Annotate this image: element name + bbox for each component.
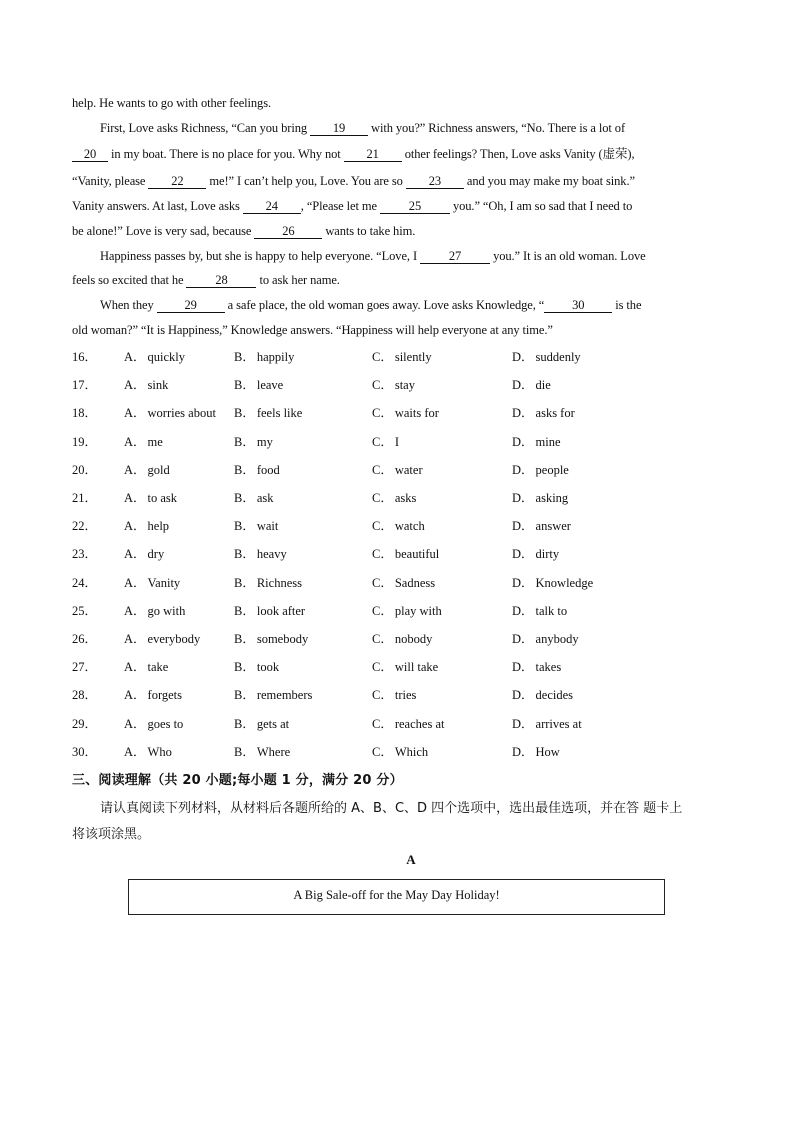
passage-text: with you?” Richness answers, “No. There is a lot of: [368, 121, 626, 135]
option-text: took: [256, 660, 280, 674]
passage-line: help. He wants to go with other feelings.: [72, 96, 271, 110]
option-letter: B．: [234, 350, 255, 364]
option-text: feels like: [256, 406, 303, 420]
option-text: asks for: [535, 406, 575, 420]
option-letter: C．: [372, 632, 393, 646]
option-text: suddenly: [535, 350, 581, 364]
option-text: go with: [147, 604, 186, 618]
option-letter: C．: [372, 604, 393, 618]
option-c[interactable]: [372, 460, 423, 480]
question-row: [72, 742, 722, 762]
option-letter: D．: [512, 491, 534, 505]
option-b[interactable]: [234, 742, 290, 762]
option-b[interactable]: [234, 601, 305, 621]
passage-text: other feelings? Then, Love asks Vanity (虚荣),: [401, 147, 635, 161]
option-letter: C．: [372, 406, 393, 420]
option-letter: B．: [234, 435, 255, 449]
option-letter: D．: [512, 660, 534, 674]
option-text: mine: [535, 435, 561, 449]
option-text: Which: [394, 745, 429, 759]
option-a[interactable]: [124, 516, 169, 536]
option-b[interactable]: [234, 516, 278, 536]
question-number: 18．: [72, 406, 98, 420]
question-row: [72, 657, 722, 677]
option-d[interactable]: [512, 375, 551, 395]
option-text: my: [256, 435, 273, 449]
option-text: gets at: [256, 717, 290, 731]
option-text: forgets: [147, 688, 183, 702]
option-text: beautiful: [394, 547, 440, 561]
blank-21: 21: [344, 147, 402, 162]
option-text: me: [147, 435, 163, 449]
blank-24: 24: [243, 199, 301, 214]
option-letter: C．: [372, 435, 393, 449]
option-text: Who: [147, 745, 172, 759]
question-row: [72, 460, 722, 480]
option-letter: C．: [372, 491, 393, 505]
option-text: dirty: [535, 547, 560, 561]
passage-line: [72, 172, 722, 190]
option-c[interactable]: [372, 432, 399, 452]
option-text: somebody: [256, 632, 309, 646]
option-text: Vanity: [147, 576, 181, 590]
passage-text: “Vanity, please: [72, 174, 149, 188]
option-letter: B．: [234, 632, 255, 646]
option-letter: A．: [124, 547, 146, 561]
question-row: [72, 432, 722, 452]
option-d[interactable]: [512, 629, 579, 649]
question-number: 16．: [72, 350, 98, 364]
question-row: [72, 685, 722, 705]
option-b[interactable]: [234, 657, 279, 677]
option-letter: B．: [234, 688, 255, 702]
option-letter: C．: [372, 688, 393, 702]
question-number: 26．: [72, 632, 98, 646]
option-text: worries about: [147, 406, 216, 420]
option-b[interactable]: [234, 573, 302, 593]
option-letter: D．: [512, 519, 534, 533]
option-letter: B．: [234, 604, 255, 618]
option-letter: C．: [372, 660, 393, 674]
option-text: How: [535, 745, 560, 759]
option-text: dry: [147, 547, 165, 561]
passage-label: A: [406, 852, 416, 867]
passage-text: First, Love asks Richness, “Can you bring: [100, 121, 311, 135]
option-a[interactable]: [124, 375, 168, 395]
passage-text: me!” I can’t help you, Love. You are so: [206, 174, 406, 188]
blank-20: 20: [72, 147, 108, 162]
option-letter: D．: [512, 547, 534, 561]
option-c[interactable]: [372, 714, 444, 734]
option-letter: A．: [124, 632, 146, 646]
option-letter: B．: [234, 491, 255, 505]
option-text: silently: [394, 350, 432, 364]
question-row: [72, 714, 722, 734]
option-b[interactable]: [234, 629, 308, 649]
blank-25: 25: [380, 199, 450, 214]
question-row: [72, 488, 722, 508]
question-row: [72, 403, 722, 423]
option-a[interactable]: [124, 403, 216, 423]
option-letter: A．: [124, 491, 146, 505]
passage-title-box: [128, 879, 665, 915]
option-text: to ask: [147, 491, 178, 505]
option-b[interactable]: [234, 403, 302, 423]
question-number: 19．: [72, 435, 98, 449]
passage-text: Vanity answers. At last, Love asks: [72, 199, 243, 213]
option-b[interactable]: [234, 488, 274, 508]
option-letter: B．: [234, 463, 255, 477]
option-a[interactable]: [124, 601, 185, 621]
question-row: [72, 375, 722, 395]
blank-29: 29: [157, 298, 225, 313]
section-instructions: 请认真阅读下列材料，从材料后各题所给的 A、B、C、D 四个选项中，选出最佳选项，并在答 题卡上: [100, 801, 683, 816]
option-letter: D．: [512, 604, 534, 618]
option-text: waits for: [394, 406, 439, 420]
question-row: [72, 347, 722, 367]
option-text: Where: [256, 745, 291, 759]
option-letter: B．: [234, 576, 255, 590]
option-text: Richness: [256, 576, 302, 590]
option-letter: A．: [124, 350, 146, 364]
option-text: water: [394, 463, 423, 477]
section-instructions: 将该项涂黑。: [72, 827, 151, 842]
question-number: 17．: [72, 378, 98, 392]
question-number: 23．: [72, 547, 98, 561]
option-letter: A．: [124, 745, 146, 759]
option-letter: D．: [512, 576, 534, 590]
option-b[interactable]: [234, 432, 273, 452]
option-letter: B．: [234, 519, 255, 533]
option-a[interactable]: [124, 573, 180, 593]
option-b[interactable]: [234, 714, 289, 734]
blank-22: 22: [148, 174, 206, 189]
option-d[interactable]: [512, 544, 559, 564]
option-letter: D．: [512, 717, 534, 731]
question-number: 20．: [72, 463, 98, 477]
passage-line: [72, 222, 722, 240]
passage-line: [100, 119, 722, 137]
option-text: food: [256, 463, 280, 477]
question-number: 30．: [72, 745, 98, 759]
question-row: [72, 516, 722, 536]
question-row: [72, 573, 722, 593]
question-row: [72, 629, 722, 649]
question-number: 21．: [72, 491, 98, 505]
option-a[interactable]: [124, 714, 183, 734]
option-letter: A．: [124, 406, 146, 420]
option-c[interactable]: [372, 685, 416, 705]
option-d[interactable]: [512, 403, 575, 423]
passage-text: and you may make my boat sink.”: [463, 174, 635, 188]
option-c[interactable]: [372, 403, 439, 423]
option-a[interactable]: [124, 742, 172, 762]
blank-26: 26: [254, 224, 322, 239]
option-text: asking: [535, 491, 569, 505]
blank-30: 30: [544, 298, 612, 313]
passage-title: A Big Sale-off for the May Day Holiday!: [293, 888, 500, 902]
section-title: 三、阅读理解（共 20 小题;每小题 1 分，满分 20 分）: [72, 773, 403, 788]
option-text: anybody: [535, 632, 579, 646]
passage-line: [100, 296, 722, 314]
option-text: play with: [394, 604, 442, 618]
option-c[interactable]: [372, 573, 435, 593]
passage-line: [72, 271, 722, 289]
option-letter: D．: [512, 688, 534, 702]
passage-text: is the: [612, 298, 642, 312]
passage-line: [72, 145, 722, 163]
option-text: gold: [147, 463, 170, 477]
passage-text: a safe place, the old woman goes away. Love asks Knowledge, “: [224, 298, 545, 312]
option-b[interactable]: [234, 375, 283, 395]
option-letter: C．: [372, 350, 393, 364]
option-c[interactable]: [372, 375, 415, 395]
option-d[interactable]: [512, 488, 568, 508]
option-a[interactable]: [124, 432, 163, 452]
option-letter: A．: [124, 688, 146, 702]
option-b[interactable]: [234, 685, 312, 705]
option-text: leave: [256, 378, 284, 392]
option-letter: A．: [124, 435, 146, 449]
option-letter: D．: [512, 435, 534, 449]
passage-text: wants to take him.: [322, 224, 416, 238]
option-d[interactable]: [512, 432, 561, 452]
option-text: Sadness: [394, 576, 436, 590]
option-letter: C．: [372, 745, 393, 759]
option-letter: C．: [372, 576, 393, 590]
option-a[interactable]: [124, 488, 177, 508]
passage-text: in my boat. There is no place for you. Why not: [108, 147, 344, 161]
option-text: arrives at: [535, 717, 582, 731]
option-letter: A．: [124, 717, 146, 731]
option-d[interactable]: [512, 601, 567, 621]
passage-text: When they: [100, 298, 157, 312]
option-d[interactable]: [512, 573, 593, 593]
option-text: sink: [147, 378, 169, 392]
option-a[interactable]: [124, 460, 170, 480]
option-letter: C．: [372, 717, 393, 731]
option-text: takes: [535, 660, 562, 674]
option-letter: D．: [512, 350, 534, 364]
option-text: reaches at: [394, 717, 445, 731]
option-text: stay: [394, 378, 415, 392]
option-text: happily: [256, 350, 295, 364]
option-letter: A．: [124, 660, 146, 674]
option-text: decides: [535, 688, 574, 702]
option-letter: D．: [512, 378, 534, 392]
option-letter: C．: [372, 519, 393, 533]
option-d[interactable]: [512, 460, 569, 480]
option-text: nobody: [394, 632, 433, 646]
passage-text: be alone!” Love is very sad, because: [72, 224, 255, 238]
option-text: tries: [394, 688, 417, 702]
option-text: heavy: [256, 547, 287, 561]
option-d[interactable]: [512, 516, 571, 536]
option-letter: B．: [234, 745, 255, 759]
question-row: [72, 544, 722, 564]
passage-line: old woman?” “It is Happiness,” Knowledge answers. “Happiness will help everyone at any time.”: [72, 323, 553, 337]
option-d[interactable]: [512, 657, 561, 677]
option-text: goes to: [147, 717, 184, 731]
option-text: die: [535, 378, 551, 392]
option-text: ask: [256, 491, 274, 505]
question-number: 27．: [72, 660, 98, 674]
option-letter: C．: [372, 378, 393, 392]
option-letter: D．: [512, 463, 534, 477]
option-text: will take: [394, 660, 439, 674]
blank-28: 28: [186, 273, 256, 288]
passage-line: [100, 247, 722, 265]
option-text: I: [394, 435, 400, 449]
option-b[interactable]: [234, 544, 287, 564]
option-letter: D．: [512, 406, 534, 420]
option-c[interactable]: [372, 516, 425, 536]
question-number: 28．: [72, 688, 98, 702]
option-text: talk to: [535, 604, 568, 618]
blank-19: 19: [310, 121, 368, 136]
option-letter: A．: [124, 463, 146, 477]
option-letter: A．: [124, 576, 146, 590]
passage-text: , “Please let me: [300, 199, 380, 213]
passage-text: Happiness passes by, but she is happy to help everyone. “Love, I: [100, 249, 421, 263]
option-c[interactable]: [372, 742, 428, 762]
option-letter: B．: [234, 378, 255, 392]
option-letter: B．: [234, 406, 255, 420]
option-letter: A．: [124, 519, 146, 533]
option-text: everybody: [147, 632, 201, 646]
option-a[interactable]: [124, 544, 164, 564]
option-c[interactable]: [372, 657, 438, 677]
option-c[interactable]: [372, 488, 416, 508]
option-text: Knowledge: [535, 576, 594, 590]
option-text: quickly: [147, 350, 186, 364]
question-number: 25．: [72, 604, 98, 618]
question-number: 22．: [72, 519, 98, 533]
question-row: [72, 601, 722, 621]
passage-line: [72, 197, 722, 215]
option-text: people: [535, 463, 569, 477]
option-d[interactable]: [512, 714, 582, 734]
passage-text: feels so excited that he: [72, 273, 187, 287]
question-number: 24．: [72, 576, 98, 590]
option-letter: C．: [372, 463, 393, 477]
option-letter: B．: [234, 547, 255, 561]
option-letter: C．: [372, 547, 393, 561]
blank-27: 27: [420, 249, 490, 264]
option-letter: D．: [512, 632, 534, 646]
question-number: 29．: [72, 717, 98, 731]
option-text: take: [147, 660, 169, 674]
option-b[interactable]: [234, 460, 280, 480]
option-d[interactable]: [512, 742, 560, 762]
option-letter: A．: [124, 378, 146, 392]
option-letter: B．: [234, 660, 255, 674]
option-a[interactable]: [124, 657, 168, 677]
option-c[interactable]: [372, 629, 432, 649]
option-b[interactable]: [234, 347, 294, 367]
option-text: answer: [535, 519, 571, 533]
option-d[interactable]: [512, 685, 573, 705]
option-letter: A．: [124, 604, 146, 618]
option-a[interactable]: [124, 629, 200, 649]
option-text: wait: [256, 519, 279, 533]
option-c[interactable]: [372, 347, 432, 367]
option-text: asks: [394, 491, 417, 505]
option-text: look after: [256, 604, 306, 618]
option-text: watch: [394, 519, 425, 533]
passage-text: to ask her name.: [256, 273, 340, 287]
option-text: help: [147, 519, 170, 533]
option-a[interactable]: [124, 347, 185, 367]
option-d[interactable]: [512, 347, 581, 367]
passage-text: you.” “Oh, I am so sad that I need to: [449, 199, 633, 213]
blank-23: 23: [406, 174, 464, 189]
option-c[interactable]: [372, 601, 442, 621]
option-c[interactable]: [372, 544, 439, 564]
option-letter: D．: [512, 745, 534, 759]
passage-text: you.” It is an old woman. Love: [490, 249, 646, 263]
option-a[interactable]: [124, 685, 182, 705]
option-text: remembers: [256, 688, 313, 702]
option-letter: B．: [234, 717, 255, 731]
